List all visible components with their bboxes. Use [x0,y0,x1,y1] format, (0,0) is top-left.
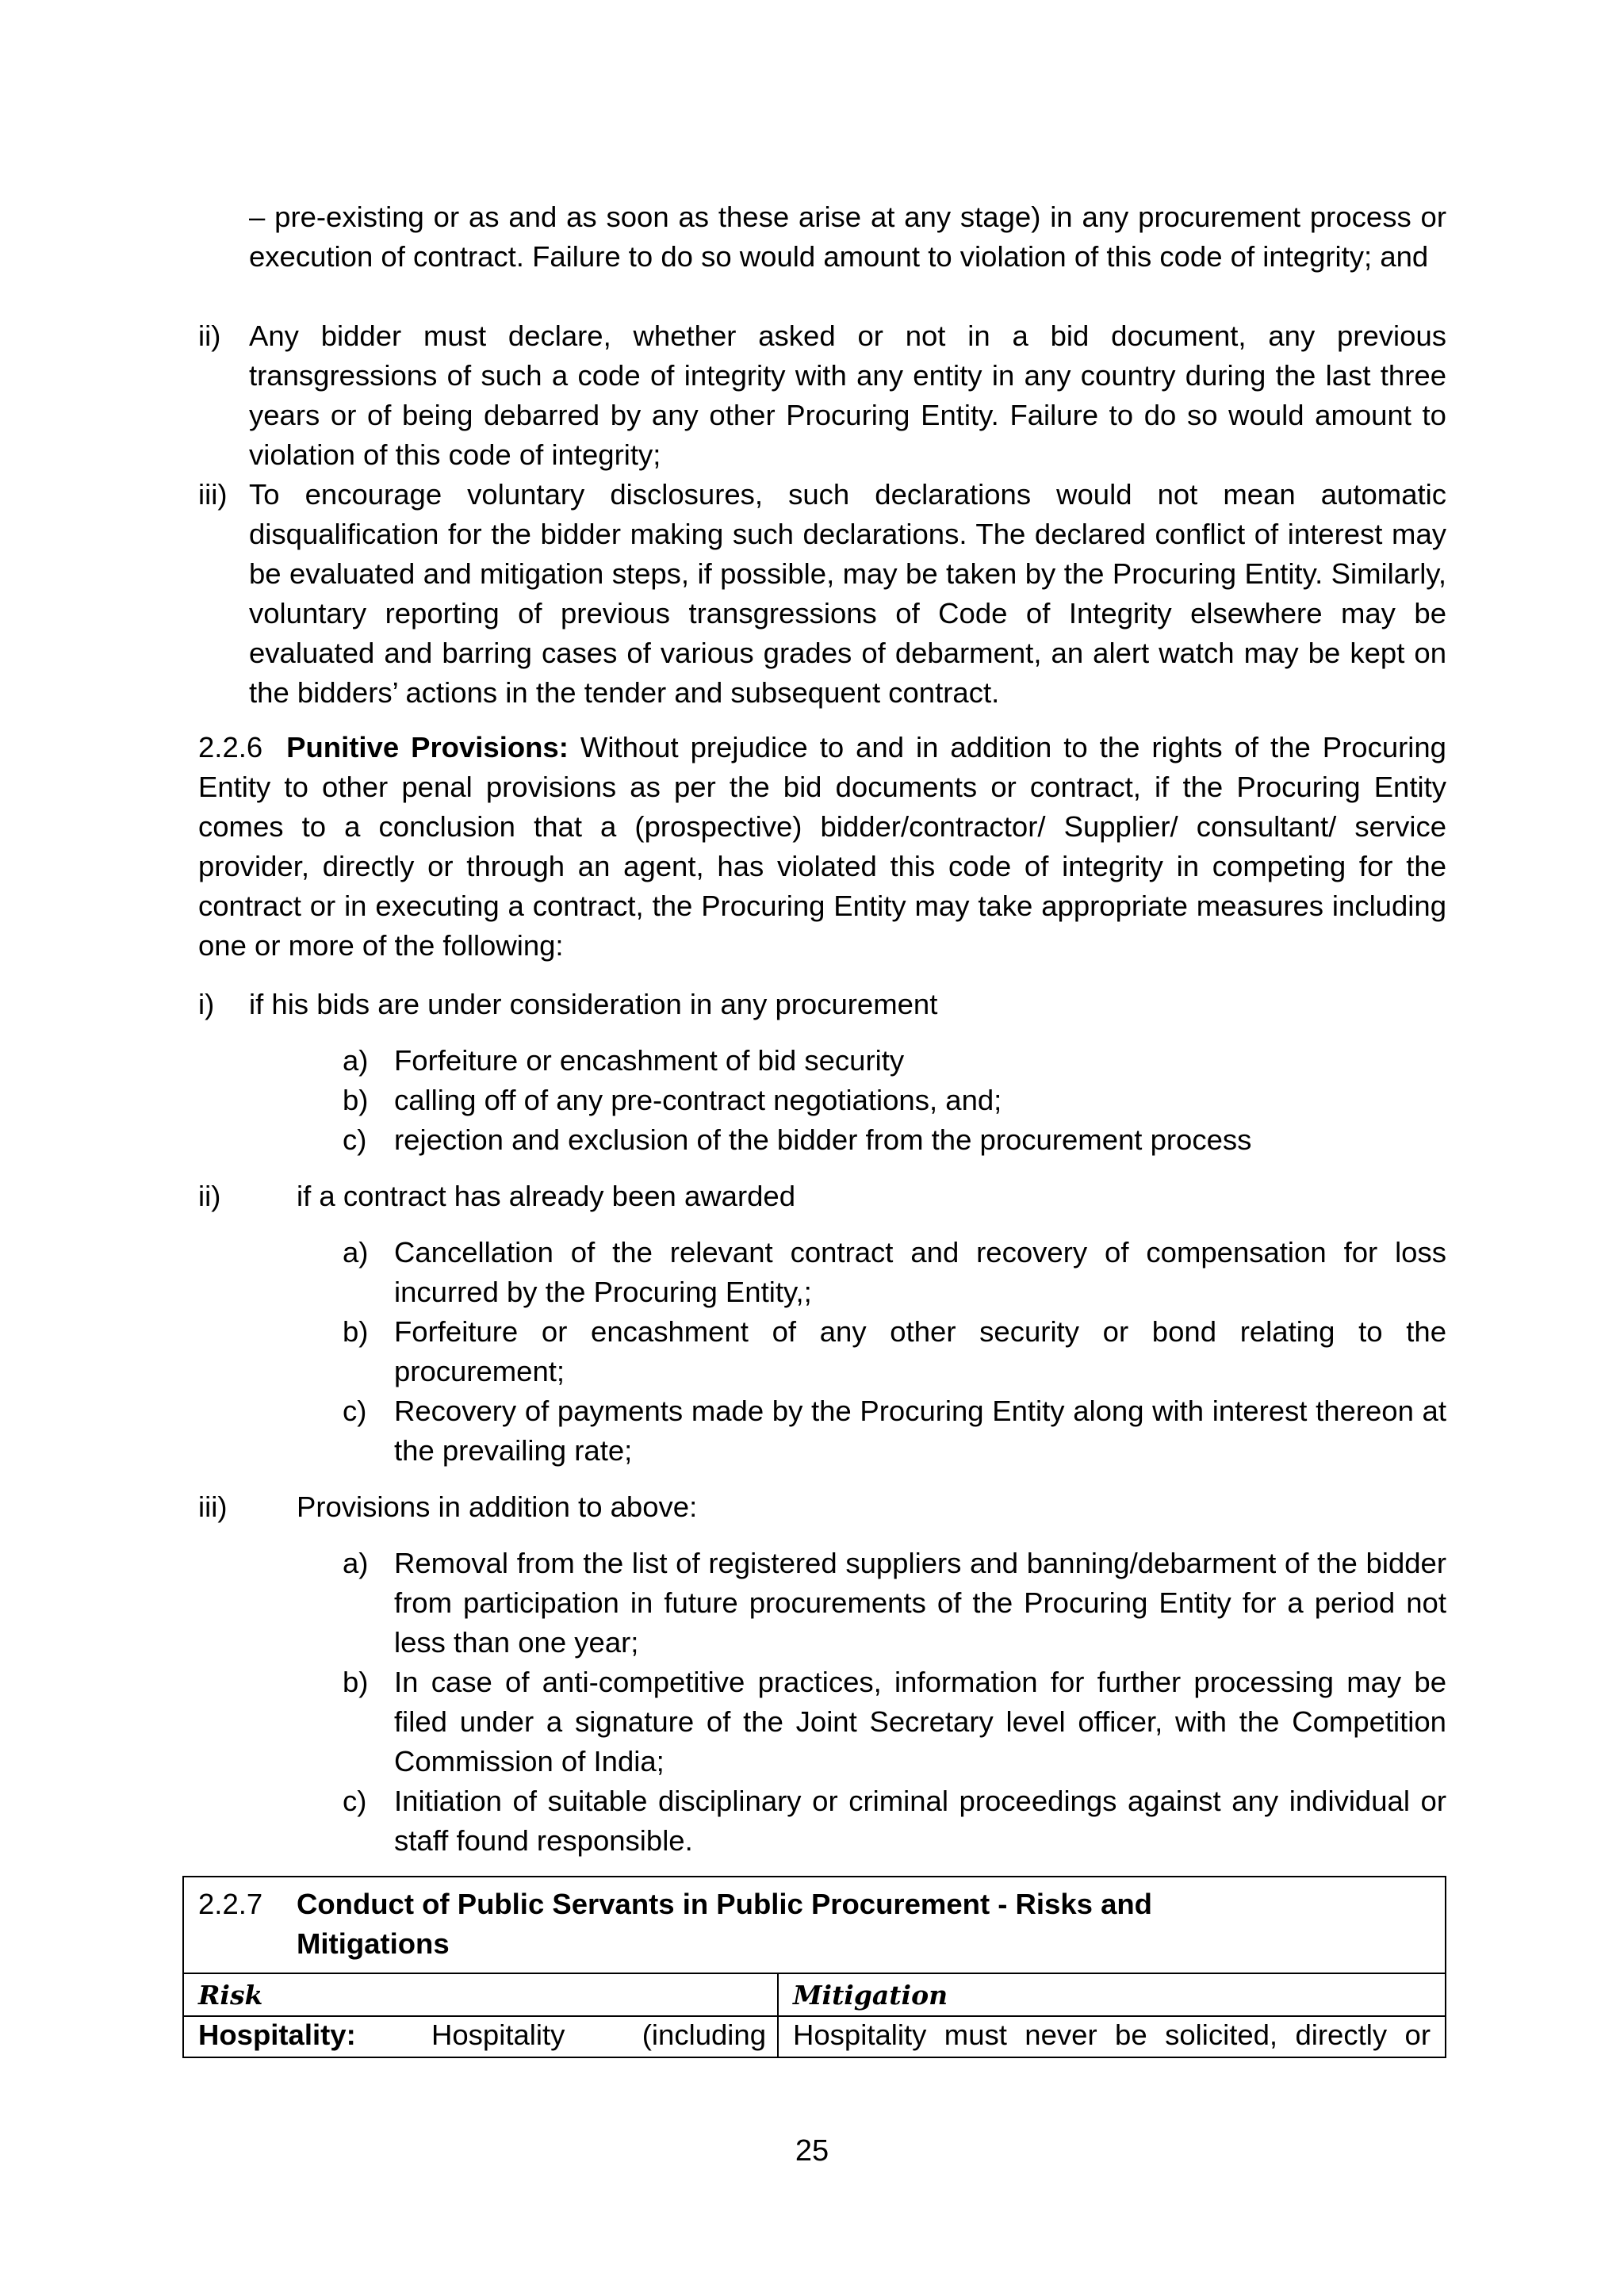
list-item-text: To encourage voluntary disclosures, such declarations would not mean automatic disqualification for the bidder making such declarations. The declared conflict of interest may be evaluated and mitigation steps, if possible, may be taken by the Procuring Entity. Similarly, voluntary reporting of previous transgressions of Code of Integrity elsewhere may be evaluated and barring cases of various grades of debarment, an alert watch may be kept on the bidders’ actions in the tender and subsequent contract. [249,478,1446,709]
sub-number: c) [343,1785,367,1817]
table-title-cell [183,1877,1446,1973]
sub-text: Recovery of payments made by the Procuring Entity along with interest thereon at the prevailing rate; [394,1395,1446,1467]
sub-number: b) [343,1666,369,1698]
mitigation-text: Hospitality must never be solicited, directly or [793,2019,1431,2051]
risk-text: (including [642,2019,766,2051]
risk-label: Hospitality: [198,2019,356,2051]
section-text: Without prejudice to and in addition to the rights of the Procuring Entity to other penal provisions as per the bid documents or contract, if the Procuring Entity comes to a conclusion that a (prospective) bidder/contractor/ Supplier/ consultant/ service provider, directly or through an agent, has violated this code of integrity in competing for the contract or in executing a contract, the Procuring Entity may take appropriate measures including one or more of the following: [198,731,1446,962]
risk-column-header: Risk [183,1973,778,2016]
sub-text: In case of anti-competitive practices, information for further processing may be filed under a signature of the Joint Secretary level officer, with the Competition Commission of India; [394,1666,1446,1777]
section-226-paragraph [198,728,1446,966]
table-title: Conduct of Public Servants in Public Procurement - Risks and Mitigations [297,1888,1152,1960]
table-section-number: 2.2.7 [198,1888,263,1920]
mitigation-cell [778,2016,1446,2057]
sub-text: Forfeiture or encashment of any other security or bond relating to the procurement; [394,1315,1446,1387]
group-text: if a contract has already been awarded [297,1180,796,1212]
sub-number: c) [343,1123,367,1156]
group-text: Provisions in addition to above: [297,1490,698,1523]
group-text: if his bids are under consideration in any procurement [249,988,938,1020]
list-number: ii) [198,320,221,352]
risk-text: Hospitality [431,2019,565,2051]
sub-text: calling off of any pre-contract negotiations, and; [394,1084,1002,1116]
sub-number: c) [343,1395,367,1427]
sub-number: a) [343,1236,369,1269]
sub-number: a) [343,1044,369,1077]
sub-number: a) [343,1547,369,1579]
sub-text: Initiation of suitable disciplinary or criminal proceedings against any individual or staff found responsible. [394,1785,1446,1857]
list-number: iii) [198,478,228,511]
risk-mitigation-table [182,1876,1446,2058]
sub-text: rejection and exclusion of the bidder from the procurement process [394,1123,1252,1156]
sub-text: Removal from the list of registered suppliers and banning/debarment of the bidder from participation in future procurements of the Procuring Entity for a period not less than one year; [394,1547,1446,1659]
risk-cell [183,2016,778,2057]
group-number: iii) [198,1490,228,1523]
continuation-paragraph: – pre-existing or as and as soon as these arise at any stage) in any procurement process or execution of contract. Failure to do so would amount to violation of this code of integrity; and [249,201,1446,273]
list-item-text: Any bidder must declare, whether asked or not in a bid document, any previous transgressions of such a code of integrity with any entity in any country during the last three years or of being debarred by any other Procuring Entity. Failure to do so would amount to violation of this code of integrity; [249,320,1446,471]
sub-number: b) [343,1084,369,1116]
page-number: 25 [795,2134,829,2168]
sub-text: Cancellation of the relevant contract and recovery of compensation for loss incurred by the Procuring Entity,; [394,1236,1446,1308]
group-number: i) [198,988,215,1020]
sub-text: Forfeiture or encashment of bid security [394,1044,905,1077]
group-number: ii) [198,1180,221,1212]
mitigation-column-header: Mitigation [778,1973,1446,2016]
sub-number: b) [343,1315,369,1348]
section-number: 2.2.6 [198,731,263,763]
section-heading: Punitive Provisions: [286,731,569,763]
